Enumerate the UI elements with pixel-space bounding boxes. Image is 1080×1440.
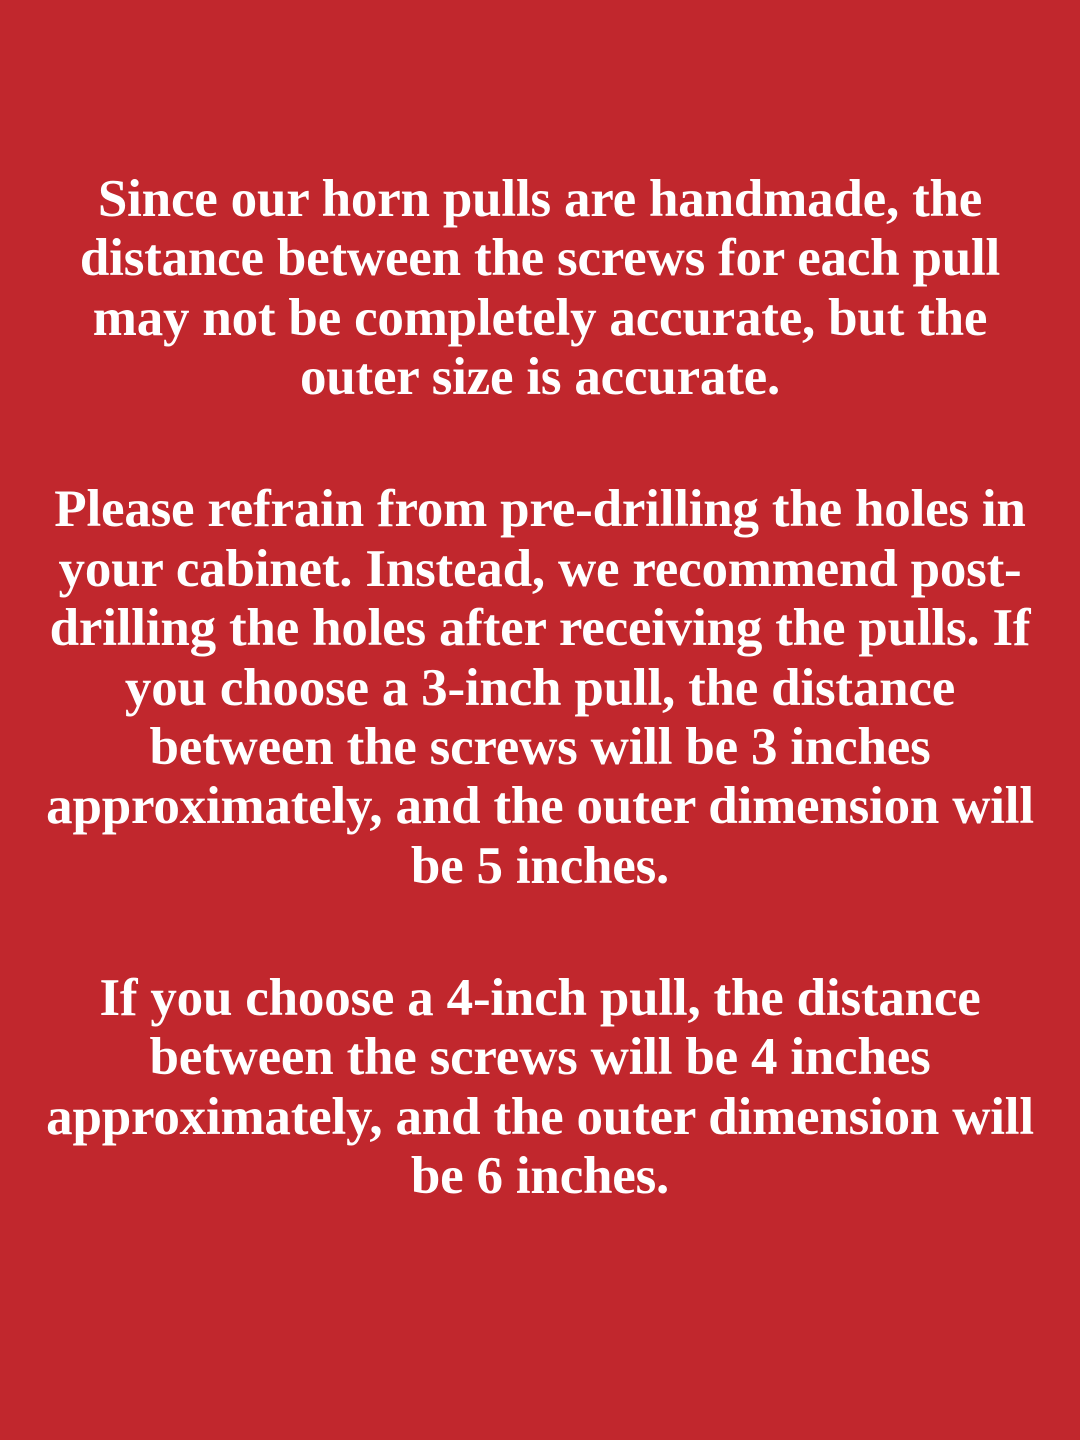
notice-paragraph-handmade-tolerance: Since our horn pulls are handmade, the distance between the screws for each pull may not be completely accurate, but the outer size is accurate.: [79, 170, 1001, 407]
notice-paragraph-drilling-3-inch: Please refrain from pre-drilling the holes in your cabinet. Instead, we recommend post-drilling the holes after receiving the pulls. If you choose a 3-inch pull, the distance between the screws will be 3 inches approximately, and the outer dimension will be 5 inches.: [46, 480, 1034, 895]
notice-paragraph-drilling-4-inch: If you choose a 4-inch pull, the distance between the screws will be 4 inches approximately, and the outer dimension will be 6 inches.: [46, 968, 1034, 1206]
